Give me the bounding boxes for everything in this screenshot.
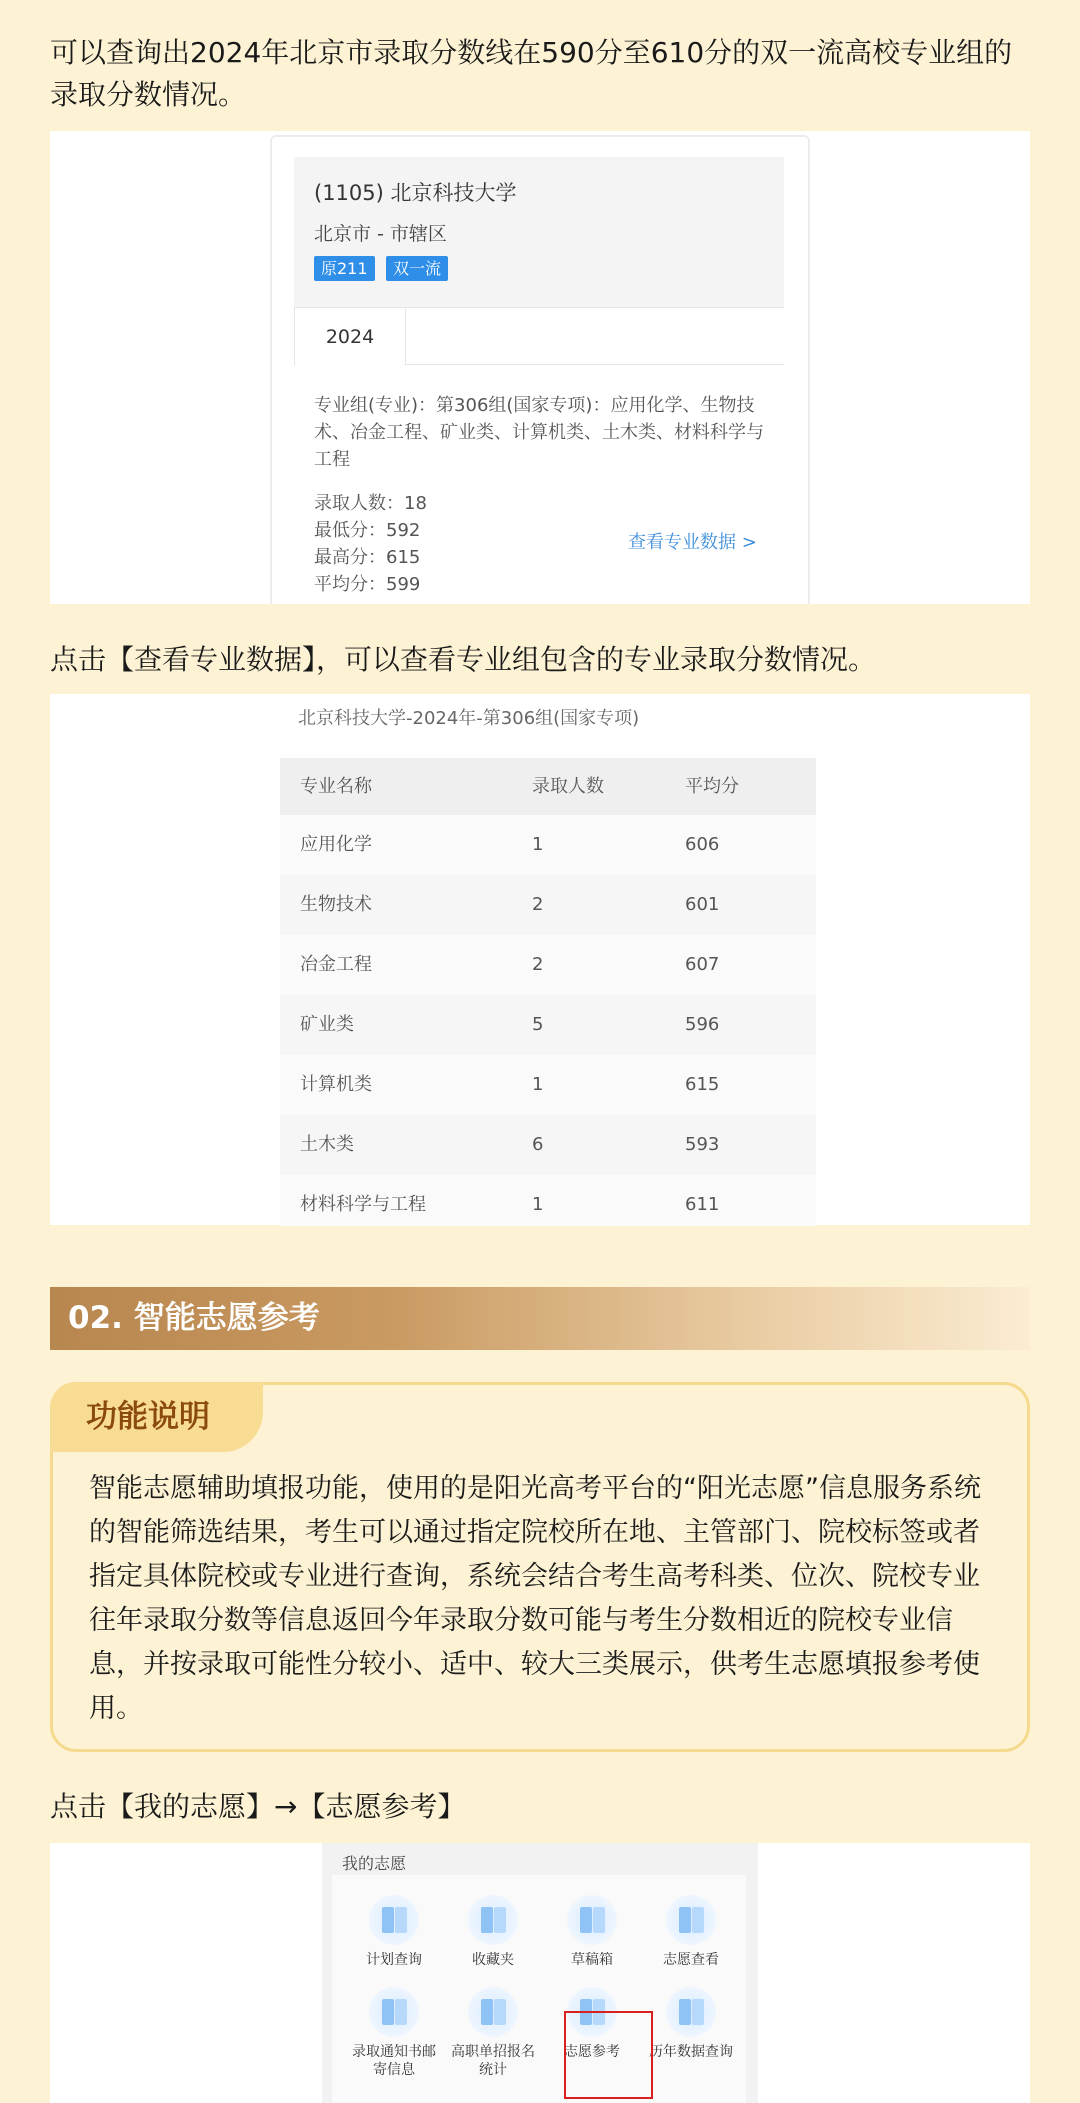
function-description-box [50, 1382, 1030, 1752]
section-title: 02. 智能志愿参考 [68, 1300, 320, 1336]
menu-favorites[interactable]: 收藏夹 [443, 1895, 543, 1969]
menu-vocational-registration[interactable]: 高职单招报名统计 [443, 1987, 543, 2079]
view-major-data-link[interactable]: 查看专业数据 > [628, 532, 757, 553]
stat-admitted: 录取人数：18 [314, 493, 427, 514]
menu-drafts[interactable]: 草稿箱 [542, 1895, 642, 1969]
header-avg: 平均分 [685, 776, 739, 797]
menu-volunteer-reference[interactable]: 志愿参考 [542, 1987, 642, 2061]
instruction-my-volunteer: 点击【我的志愿】→【志愿参考】 [50, 1790, 466, 1823]
drafts-icon [567, 1895, 617, 1945]
view-volunteer-icon [666, 1895, 716, 1945]
plan-query-icon [369, 1895, 419, 1945]
table-row: 生物技术 2 601 [300, 894, 720, 915]
table-row: 土木类 6 593 [300, 1134, 720, 1155]
menu-admission-letter-mail[interactable]: 录取通知书邮寄信息 [344, 1987, 444, 2079]
table-row: 冶金工程 2 607 [280, 935, 816, 995]
function-label: 功能说明 [86, 1399, 210, 1435]
header-admitted: 录取人数 [532, 776, 604, 797]
intro-paragraph: 可以查询出2024年北京市录取分数线在590分至610分的双一流高校专业组的录取分数情况。 [50, 36, 1013, 111]
stat-avg-score: 平均分：599 [314, 574, 421, 595]
group-description: 专业组(专业)：第306组(国家专项)：应用化学、生物技术、冶金工程、矿业类、计算机类、土木类、材料科学与工程 [314, 395, 764, 470]
university-card [270, 135, 810, 604]
function-description-text: 智能志愿辅助填报功能，使用的是阳光高考平台的“阳光志愿”信息服务系统的智能筛选结果，考生可以通过指定院校所在地、主管部门、院校标签或者指定具体院校或专业进行查询，系统会结合考生高考科类、位次、院校专业往年录取分数等信息返回今年录取分数可能与考生分数相近的院校专业信息，并按录取可能性分较小、适中、较大三类展示，供考生志愿填报参考使用。 [89, 1473, 981, 1724]
my-volunteer-panel [322, 1843, 758, 2103]
favorites-icon [468, 1895, 518, 1945]
university-location: 北京市 - 市辖区 [314, 223, 447, 245]
my-volunteer-screenshot [50, 1843, 1030, 2103]
university-header [294, 157, 784, 307]
highlight-box [564, 2011, 653, 2099]
function-label-tab [50, 1382, 263, 1452]
major-score-table [280, 758, 816, 1226]
table-row: 矿业类 5 596 [300, 1014, 720, 1035]
volunteer-menu-grid [332, 1875, 746, 2103]
major-table-screenshot [50, 694, 1030, 1225]
stat-min-score: 最低分：592 [314, 520, 421, 541]
table-title: 北京科技大学-2024年-第306组(国家专项) [298, 708, 640, 729]
admission-letter-icon [369, 1987, 419, 2037]
section-header [50, 1287, 1030, 1350]
header-major: 专业名称 [300, 776, 372, 797]
university-card-screenshot [50, 131, 1030, 604]
table-row: 应用化学 1 606 [280, 815, 816, 875]
year-tabs [294, 307, 784, 365]
score-stats [314, 490, 427, 598]
university-name: (1105) 北京科技大学 [314, 181, 517, 205]
vocational-registration-icon [468, 1987, 518, 2037]
historical-data-icon [666, 1987, 716, 2037]
tab-2024[interactable]: 2024 [294, 307, 406, 366]
my-volunteer-title: 我的志愿 [342, 1854, 407, 1873]
table-header [280, 758, 816, 815]
tag-double-first-class: 双一流 [386, 256, 448, 281]
instruction-view-data: 点击【查看专业数据】，可以查看专业组包含的专业录取分数情况。 [50, 643, 877, 676]
tag-211: 原211 [314, 256, 375, 281]
table-row: 计算机类 1 615 [280, 1055, 816, 1115]
stat-max-score: 最高分：615 [314, 547, 421, 568]
menu-plan-query[interactable]: 计划查询 [344, 1895, 444, 1969]
table-row: 材料科学与工程 1 611 [280, 1175, 816, 1226]
menu-historical-data[interactable]: 历年数据查询 [641, 1987, 741, 2061]
menu-view-volunteer[interactable]: 志愿查看 [641, 1895, 741, 1969]
